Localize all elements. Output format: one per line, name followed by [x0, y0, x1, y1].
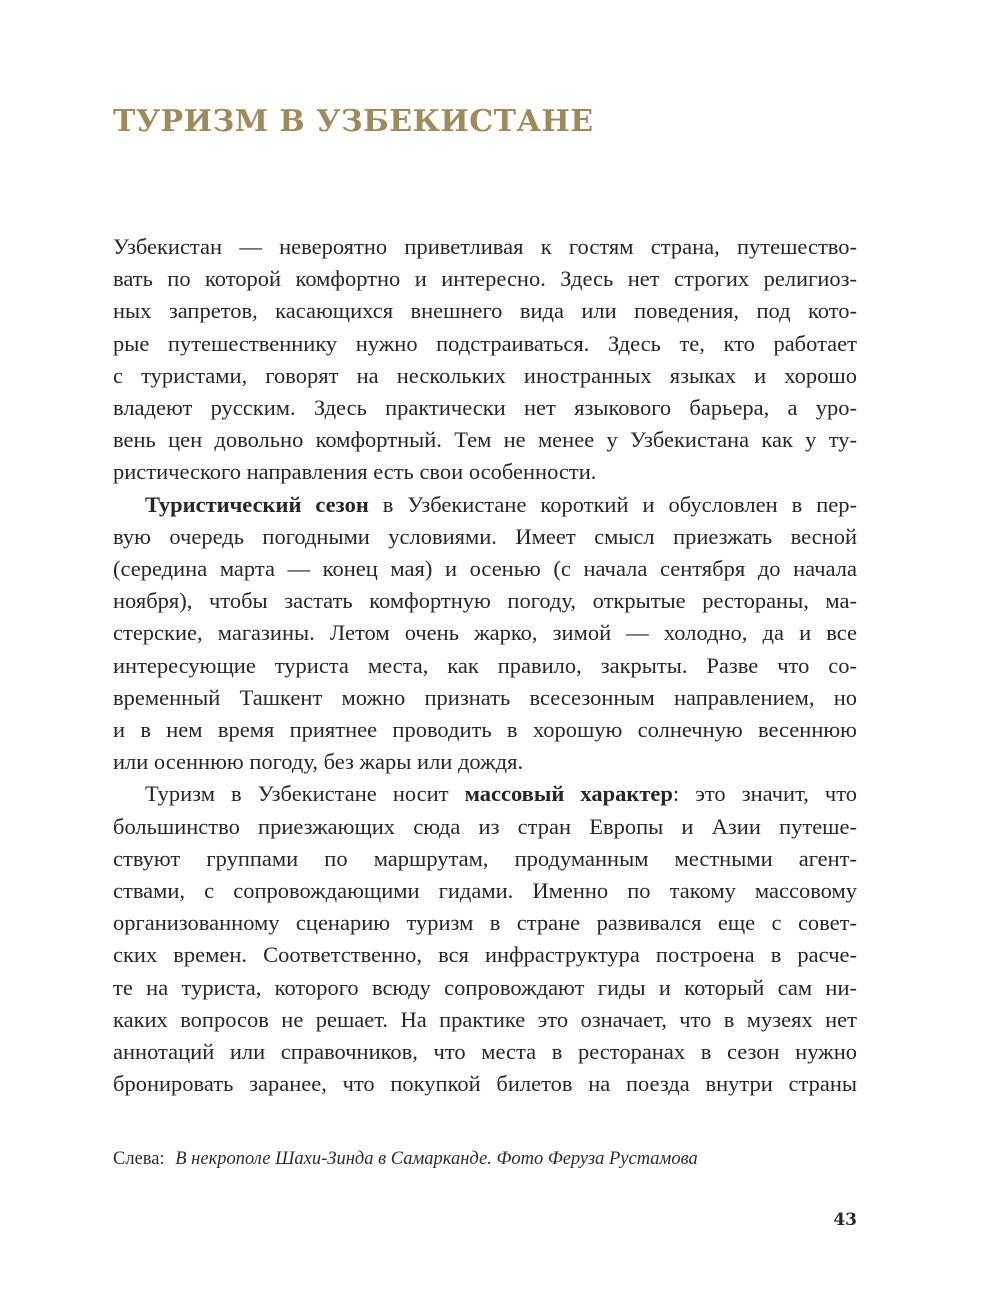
caption-label: Слева:	[113, 1149, 165, 1169]
text-span: : это значит, что	[672, 781, 858, 807]
caption-text: В некрополе Шахи-Зинда в Самарканде. Фото Феруза Рустамова	[175, 1149, 698, 1169]
page-title: ТУРИЗМ В УЗБЕКИСТАНЕ	[113, 104, 594, 139]
photo-caption	[113, 1146, 698, 1172]
text-line	[113, 778, 857, 810]
text-line	[113, 489, 857, 521]
text-line: владеют русским. Здесь практически нет языкового барьера, а уро-	[113, 395, 857, 421]
text-line: или осеннюю погоду, без жары или дождя.	[113, 749, 524, 775]
text-line: и в нем время приятнее проводить в хорошую солнечную весеннюю	[113, 717, 857, 743]
text-line: ствами, с сопровождающими гидами. Именно по такому массовому	[113, 878, 857, 904]
text-line: ных запретов, касающихся внешнего вида или поведения, под кото-	[113, 298, 857, 324]
text-line: ских времен. Соответственно, вся инфраструктура построена в расче-	[113, 942, 857, 968]
text-line: рые путешественнику нужно подстраиваться. Здесь те, кто работает	[113, 330, 857, 356]
text-line: временный Ташкент можно признать всесезонным направлением, но	[113, 684, 857, 710]
text-line: вень цен довольно комфортный. Тем не менее у Узбекистана как у ту-	[113, 427, 857, 453]
text-line: ствуют группами по маршрутам, продуманным местными агент-	[113, 845, 857, 871]
text-line: каких вопросов не решает. На практике это означает, что в музеях нет	[113, 1006, 857, 1032]
page-number: 43	[833, 1210, 857, 1230]
body-text	[113, 231, 857, 1100]
text-line: те на туриста, которого всюду сопровождают гиды и который сам ни-	[113, 974, 857, 1000]
text-line: Узбекистан — невероятно приветливая к гостям страна, путешество-	[113, 234, 857, 259]
text-line: с туристами, говорят на нескольких иностранных языках и хорошо	[113, 362, 857, 388]
text-line: вать по которой комфортно и интересно. Здесь нет строгих религиоз-	[113, 266, 857, 292]
text-line: интересующие туриста места, как правило, закрыты. Разве что со-	[113, 652, 857, 678]
text-line: вую очередь погодными условиями. Имеет смысл приезжать весной	[113, 523, 857, 549]
text-line: стерские, магазины. Летом очень жарко, зимой — холодно, да и все	[113, 620, 857, 646]
text-line: ристического направления есть свои особенности.	[113, 459, 597, 485]
text-line: аннотаций или справочников, что места в ресторанах в сезон нужно	[113, 1039, 857, 1065]
bold-term-mass-character: массовый характер	[464, 781, 673, 807]
text-line: бронировать заранее, что покупкой билетов на поезда внутри страны	[113, 1071, 857, 1097]
text-span: Туризм в Узбекистане носит	[145, 781, 465, 807]
bold-term-tourist-season: Туристический сезон	[145, 491, 369, 517]
text-span: в Узбекистане короткий и обусловлен в пер-	[368, 491, 857, 517]
text-line: большинство приезжающих сюда из стран Европы и Азии путеше-	[113, 813, 857, 839]
text-line: (середина марта — конец мая) и осенью (с начала сентября до начала	[113, 556, 857, 582]
text-line: организованному сценарию туризм в стране развивался еще с совет-	[113, 910, 857, 936]
text-line: ноября), чтобы застать комфортную погоду, открытые рестораны, ма-	[113, 588, 857, 614]
